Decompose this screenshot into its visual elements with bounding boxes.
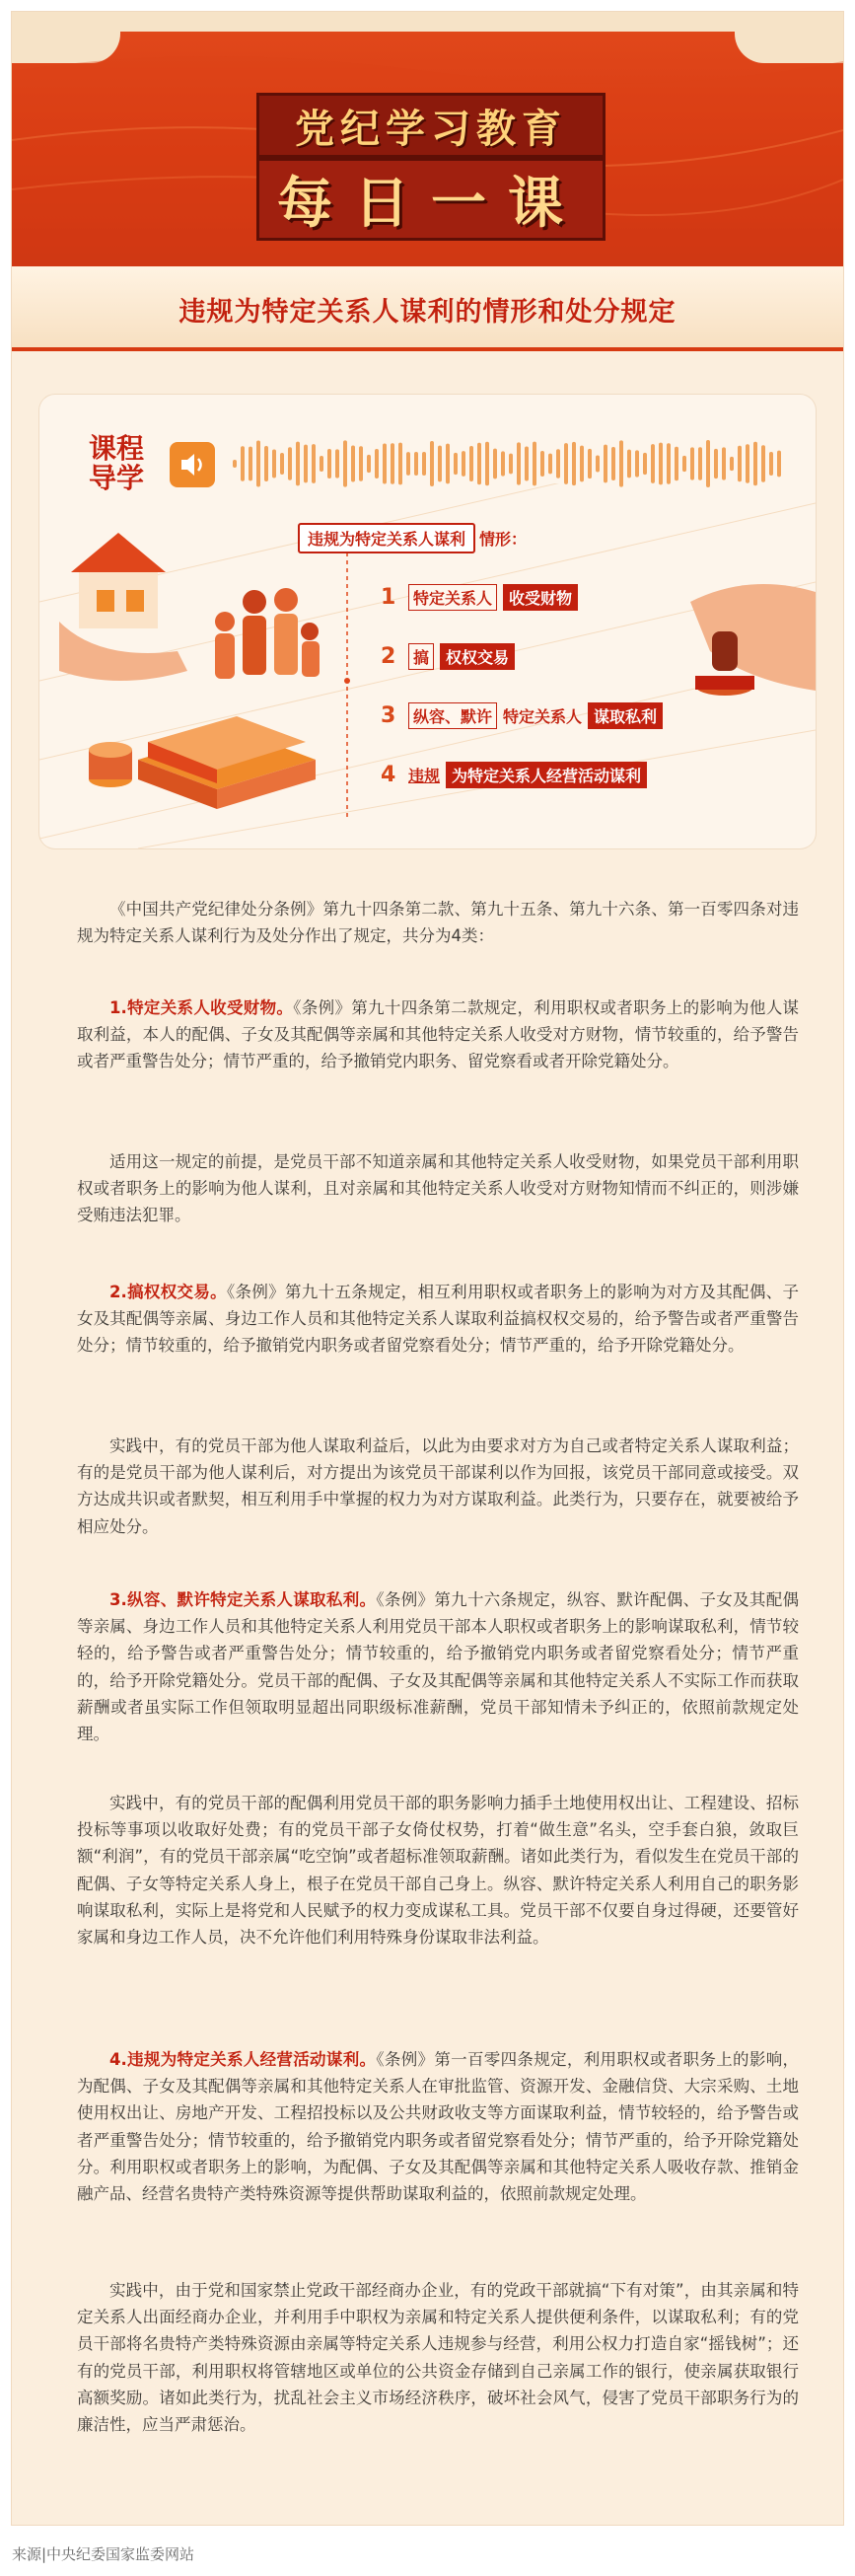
item-keyword: 纵容、默许 [408, 702, 497, 729]
waveform-bar [446, 444, 450, 484]
waveform-bar [611, 447, 615, 480]
seal-stamp-illustration [690, 584, 816, 696]
paragraph-3 [77, 1279, 799, 1360]
paragraph-4 [77, 1433, 799, 1540]
waveform-bar [272, 449, 276, 478]
waveform-bar [643, 453, 647, 475]
waveform-bar [619, 440, 623, 486]
waveform-bar [296, 442, 300, 486]
title-line2: 每日一课 [256, 158, 606, 241]
waveform-bar [706, 440, 710, 487]
waveform-bar [675, 447, 678, 480]
source-credit: 来源|中央纪委国家监委网站 [12, 2545, 195, 2563]
waveform-bar [525, 447, 529, 481]
waveform-bar [738, 446, 742, 481]
paragraph-6 [77, 1790, 799, 1950]
paragraph-text: 实践中，有的党员干部为他人谋取利益后，以此为由要求对方为自己或者特定关系人谋取利益；有的是党员干部为他人谋利后，对方提出为该党员干部谋利以作为回报，该党员干部同意或接受。双方达成共识或者默契，相互利用手中掌握的权力为对方谋取利益。此类行为，只要存在，就要被给予相应处分。 [77, 1436, 799, 1536]
item-keyword: 违规 [408, 766, 441, 785]
paragraph-lead: 1.特定关系人收受财物。 [109, 998, 294, 1017]
situation-title-highlight: 违规为特定关系人谋利 [298, 523, 475, 553]
waveform-bar [588, 449, 592, 478]
paragraph-2 [77, 1148, 799, 1229]
waveform-bar [493, 449, 497, 479]
waveform-bar [556, 449, 560, 478]
item-keyword: 搞 [408, 643, 434, 670]
waveform-bar [398, 443, 402, 485]
waveform-bar [667, 443, 671, 483]
item-action: 谋取私利 [588, 702, 663, 729]
house-in-hand-illustration [59, 533, 187, 681]
course-guide-card [39, 395, 816, 848]
paragraph-lead: 2.搞权权交易。 [109, 1283, 227, 1301]
paragraph-text: 《条例》第九十五条规定，相互利用职权或者职务上的影响为对方及其配偶、子女及其配偶等亲属、身边工作人员和其他特定关系人谋取利益搞权权交易的，给予警告或者严重警告处分；情节较重的，给予撤销党内职务或者留党察看处分；情节严重的，给予开除党籍处分。 [77, 1283, 799, 1356]
waveform-bar [351, 445, 355, 481]
waveform-bar [690, 447, 694, 479]
waveform-bar [659, 443, 663, 485]
waveform-bar [414, 452, 418, 476]
title-line1: 党纪学习教育 [256, 93, 606, 158]
waveform-bar [249, 447, 252, 481]
waveform-bar [343, 440, 347, 486]
waveform-bar [682, 456, 686, 472]
subtitle-band [12, 266, 843, 351]
waveform-bar [540, 451, 544, 477]
situation-item-3 [381, 700, 663, 730]
waveform-bar [698, 447, 702, 480]
situation-title [298, 523, 527, 552]
waveform-bar [517, 442, 521, 484]
waveform-bar [367, 455, 371, 473]
waveform-bar [753, 442, 757, 486]
waveform-bar [604, 445, 607, 483]
waveform-bar [564, 443, 568, 484]
waveform-bar [335, 449, 339, 478]
waveform-bar [462, 451, 465, 477]
paragraph-text: 《中国共产党纪律处分条例》第九十四条第二款、第九十五条、第九十六条、第一百零四条对违规为特定关系人谋利行为及处分作出了规定，共分为4类： [77, 900, 799, 946]
situation-item-1 [381, 582, 578, 612]
waveform-bar [548, 454, 552, 475]
waveform-bar [714, 449, 718, 478]
item-number: 1 [381, 584, 396, 610]
waveform-bar [501, 451, 505, 476]
item-number: 3 [381, 702, 396, 728]
waveform-bar [761, 445, 765, 482]
waveform-bar [627, 450, 631, 478]
header-banner [12, 12, 843, 266]
paragraph-7 [77, 2046, 799, 2207]
people-group-illustration [215, 588, 320, 679]
waveform-bar [722, 447, 726, 479]
paragraph-intro [77, 896, 799, 949]
item-number: 4 [381, 762, 396, 787]
waveform-bar [312, 444, 316, 483]
waveform-bar [454, 453, 458, 475]
item-action: 权权交易 [440, 643, 515, 670]
item-number: 2 [381, 643, 396, 669]
waveform-bar [320, 456, 323, 472]
waveform-bar [359, 446, 363, 481]
course-guide-label: 课程导学 [89, 432, 145, 494]
paragraph-text: 实践中，由于党和国家禁止党政干部经商办企业，有的党政干部就搞“下有对策”，由其亲属和特定关系人出面经商办企业，并利用手中职权为亲属和特定关系人提供便利条件，以谋取私利；有的党员干部将名贵特产类特殊资源由亲属等特定关系人违规参与经营，利用公权力打造自家“摇钱树”；还有的党员干部，利用职权将管辖地区或单位的公共资金存储到自己亲属工作的银行，使亲属获取银行高额奖励。诸如此类行为，扰乱社会主义市场经济秩序，破坏社会风气，侵害了党员干部职务行为的廉洁性，应当严肃惩治。 [77, 2281, 799, 2435]
waveform-bar [430, 441, 434, 486]
paragraph-lead: 4.违规为特定关系人经营活动谋利。 [109, 2050, 377, 2069]
situation-title-tail: 情形： [479, 529, 528, 549]
waveform-bar [383, 443, 387, 483]
waveform-bar [572, 442, 576, 485]
waveform-bar [256, 441, 260, 487]
money-stacks-illustration [89, 716, 316, 809]
waveform-bar [264, 446, 268, 481]
waveform-bar [509, 454, 513, 475]
waveform-bar [327, 449, 331, 478]
lesson-subtitle: 违规为特定关系人谋利的情形和处分规定 [178, 296, 677, 328]
waveform-bar [304, 445, 308, 483]
waveform-bar [241, 446, 245, 480]
waveform-bar [485, 442, 489, 485]
waveform-bar [233, 460, 237, 468]
waveform-bar [635, 450, 639, 477]
paragraph-text: 实践中，有的党员干部的配偶利用党员干部的职务影响力插手土地使用权出让、工程建设、招标投标等事项以收取好处费；有的党员干部子女倚仗权势，打着“做生意”名头，空手套白狼，敛取巨额“利润”，有的党员干部亲属“吃空饷”或者超标准领取薪酬。诸如此类行为，看似发生在党员干部的配偶、子女等特定关系人身上，根子在党员干部自己身上。纵容、默许特定关系人利用自己的职务影响谋取私利，实际上是将党和人民赋予的权力变成谋私工具。党员干部不仅要自身过得硬，还要管好家属和身边工作人员，决不允许他们利用特殊身份谋取非法利益。 [77, 1794, 799, 1948]
paragraph-text: 《条例》第九十四条第二款规定，利用职权或者职务上的影响为他人谋取利益，本人的配偶、子女及其配偶等亲属和其他特定关系人收受对方财物，情节较重的，给予警告或者严重警告处分；情节严重的，给予撤销党内职务、留党察看或者开除党籍处分。 [77, 998, 800, 1071]
paragraph-8 [77, 2277, 799, 2438]
paragraph-5 [77, 1586, 799, 1747]
subtitle-divider [12, 347, 843, 351]
waveform-bar [391, 443, 394, 483]
situation-item-4 [381, 760, 647, 789]
waveform-bar [580, 446, 584, 482]
waveform-bar [596, 456, 600, 473]
paragraph-text: 《条例》第一百零四条规定，利用职权或者职务上的影响，为配偶、子女及其配偶等亲属和其他特定关系人在审批监管、资源开发、金融信贷、大宗采购、土地使用权出让、房地产开发、工程招投标以及公共财政收支等方面谋取利益，情节较轻的，给予警告或者严重警告处分；情节较重的，给予撤销党内职务或者留党察看处分；情节严重的，给予开除党籍处分。利用职权或者职务上的影响，为配偶、子女及其配偶等亲属和其他特定关系人吸收存款、推销金融产品、经营名贵特产类特殊资源等提供帮助谋取利益的，依照前款规定处理。 [77, 2050, 800, 2204]
waveform-bar [651, 444, 655, 483]
situation-item-2 [381, 641, 515, 671]
waveform-bar [746, 444, 749, 482]
speaker-icon [176, 448, 209, 481]
waveform-bar [280, 453, 284, 475]
item-action: 收受财物 [503, 584, 578, 611]
waveform-bar [477, 443, 481, 484]
waveform-bar [375, 449, 379, 478]
waveform-bar [438, 446, 442, 482]
waveform-bar [288, 447, 292, 480]
waveform-bar [533, 442, 536, 486]
waveform-bar [730, 457, 734, 471]
paragraph-1 [77, 994, 799, 1075]
waveform-bar [777, 451, 781, 478]
waveform-bar [406, 452, 410, 476]
paragraph-text: 《条例》第九十六条规定，纵容、默许配偶、子女及其配偶等亲属、身边工作人员和其他特定关系人利用党员干部本人职权或者职务上的影响谋取私利，情节较轻的，给予警告或者严重警告处分；情节较重的，给予撤销党内职务或者留党察看处分；情节严重的，给予开除党籍处分。党员干部的配偶、子女及其配偶等亲属和其他特定关系人不实际工作而获取薪酬或者虽实际工作但领取明显超出同职级标准薪酬，党员干部知情未予纠正的，依照前款规定处理。 [77, 1590, 800, 1744]
item-keyword: 特定关系人 [408, 584, 497, 611]
poster [12, 12, 843, 2525]
waveform-bar [469, 446, 473, 481]
paragraph-lead: 3.纵容、默许特定关系人谋取私利。 [109, 1590, 377, 1609]
item-action: 为特定关系人经营活动谋利 [446, 762, 647, 788]
paragraph-text: 适用这一规定的前提，是党员干部不知道亲属和其他特定关系人收受财物，如果党员干部利用职权或者职务上的影响为他人谋利，且对亲属和其他特定关系人收受对方财物知情而不纠正的，则涉嫌受贿违法犯罪。 [77, 1152, 799, 1225]
item-middle: 特定关系人 [503, 706, 583, 726]
waveform-bar [422, 452, 426, 476]
waveform-bar [769, 452, 773, 476]
